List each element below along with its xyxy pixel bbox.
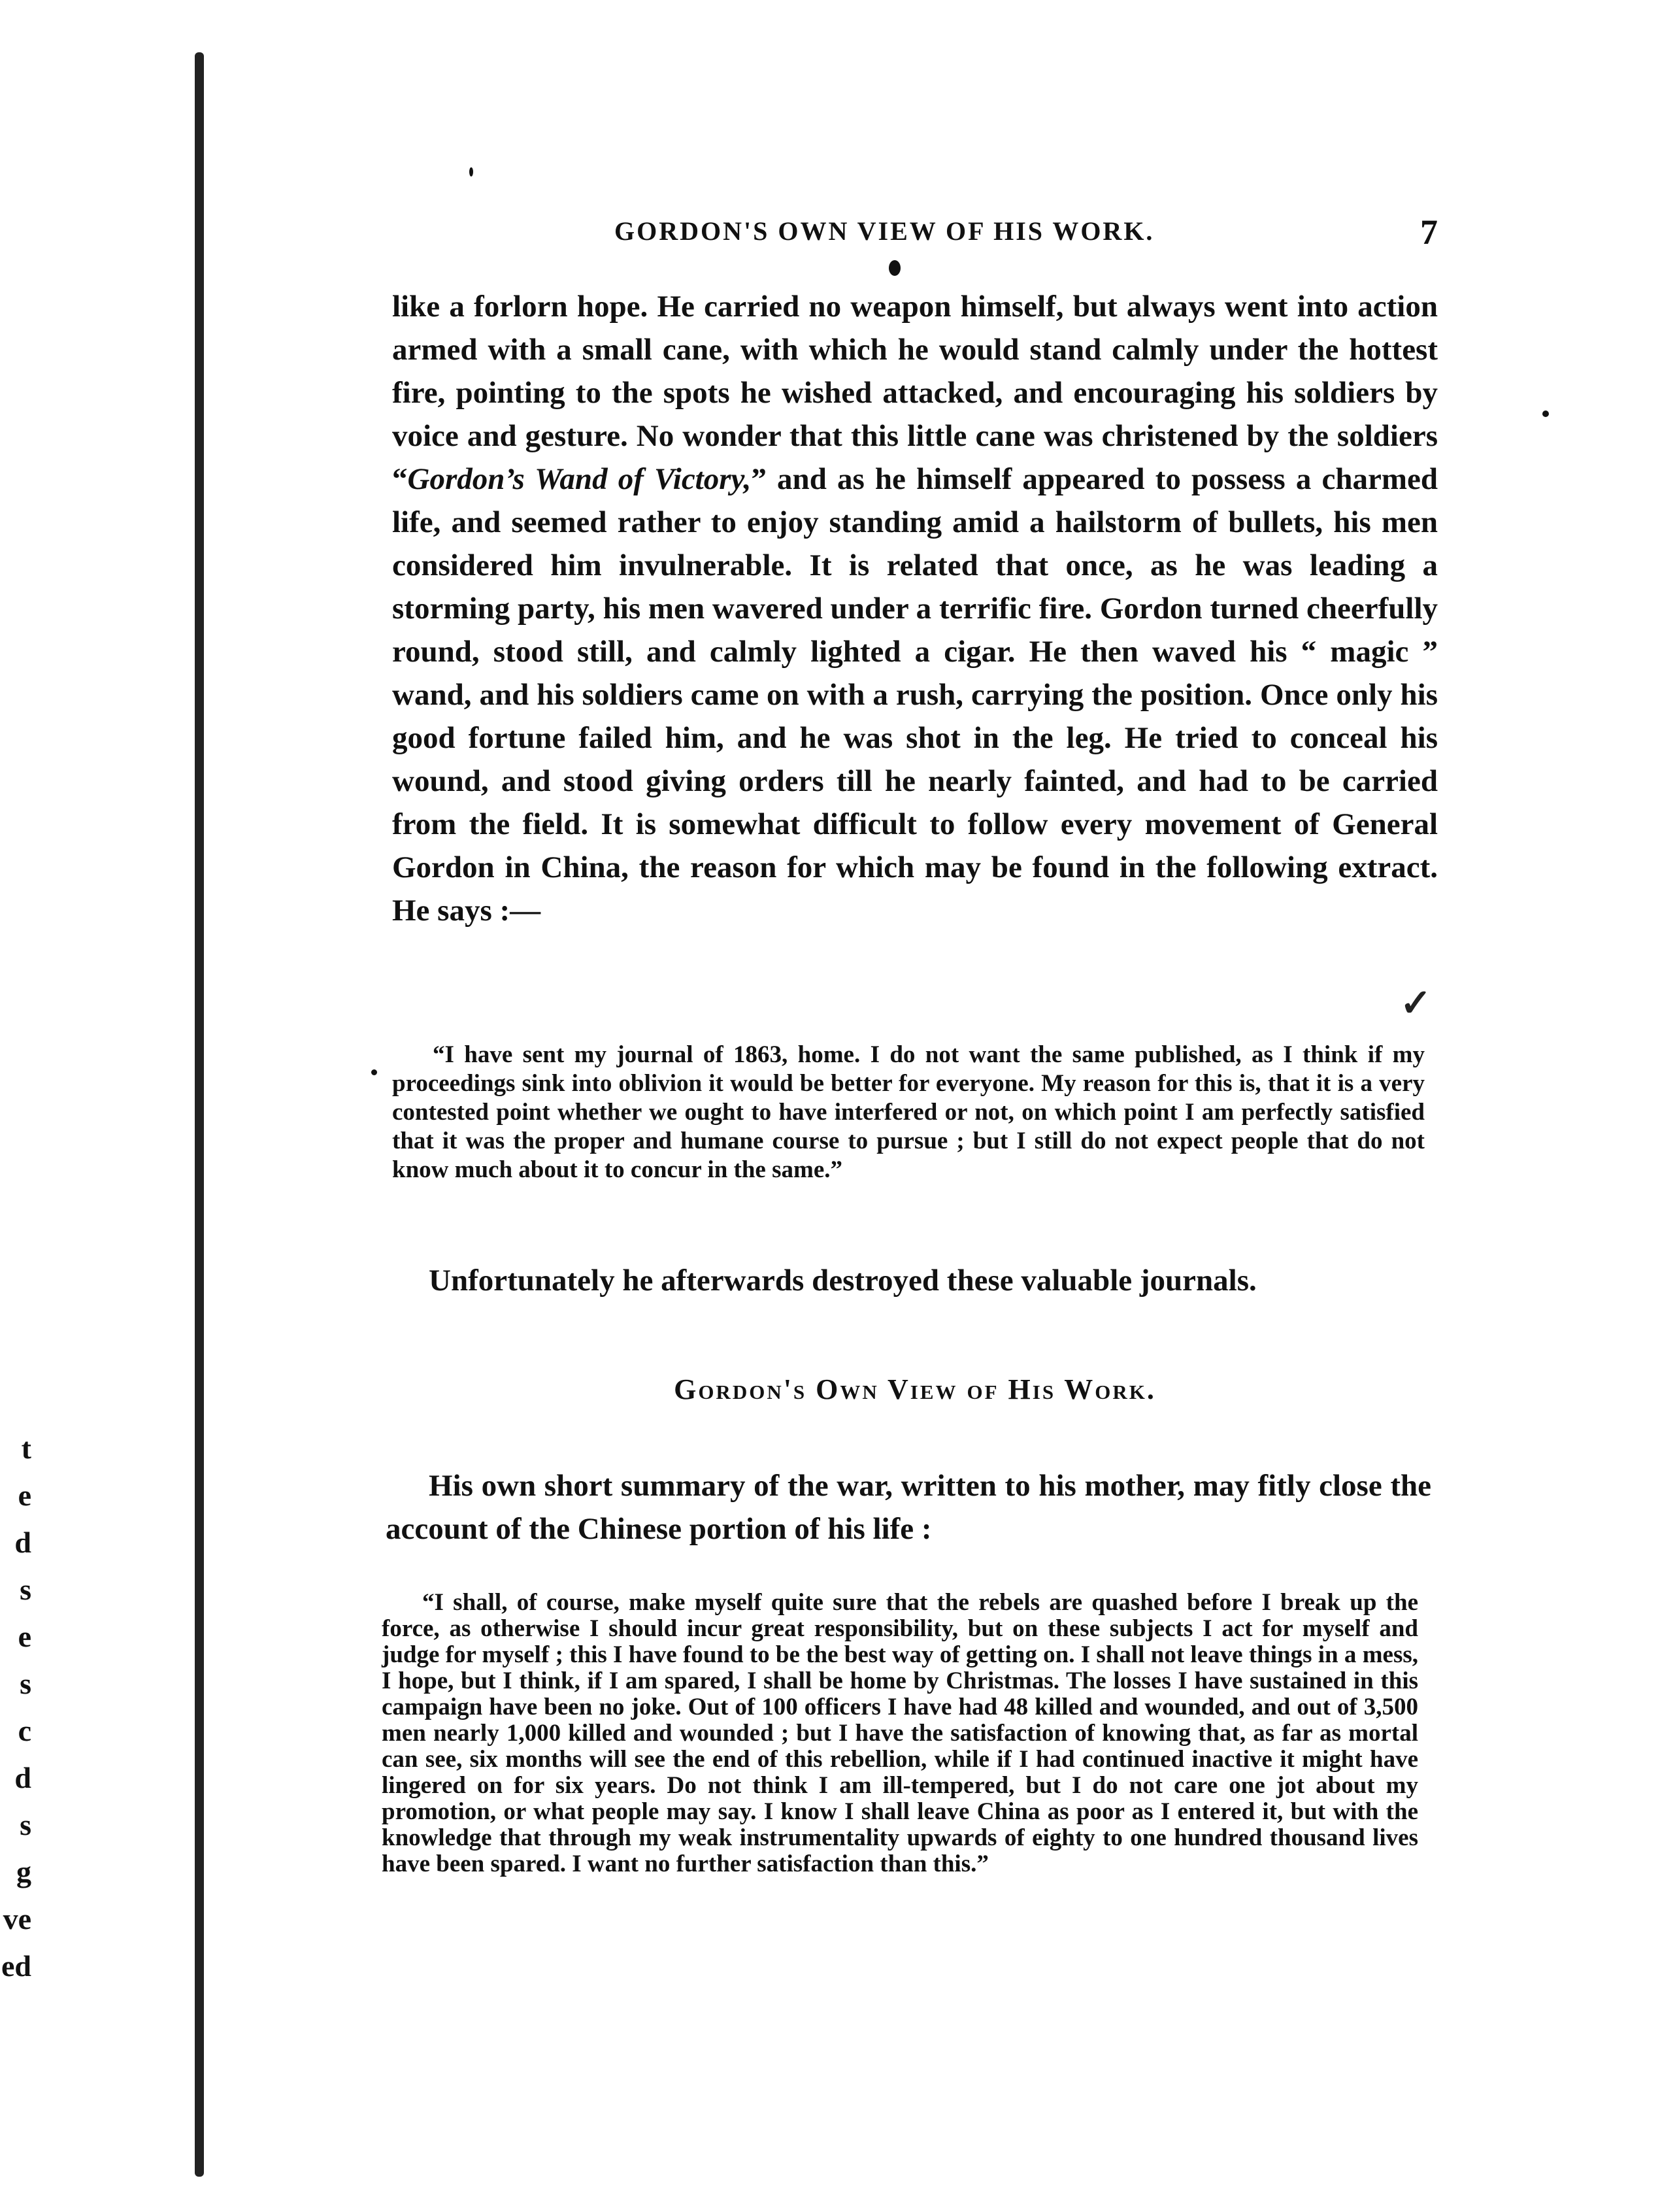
ink-speck xyxy=(1542,411,1549,417)
italic-phrase: Gordon’s Wand of Victory, xyxy=(407,462,752,496)
fragment-letter: s xyxy=(20,1667,31,1700)
fragment-letter: s xyxy=(20,1573,31,1606)
fragment-letter: s xyxy=(20,1808,31,1841)
body-paragraph: Unfortunately he afterwards destroyed these valuable journals. xyxy=(429,1264,1257,1298)
pencil-check-mark: ✓ xyxy=(1400,982,1432,1024)
facing-page-fragments xyxy=(0,1425,39,1990)
fragment-letter: d xyxy=(14,1761,31,1794)
body-paragraph xyxy=(392,285,1438,932)
letter-quote: “I shall, of course, make myself quite sure that the rebels are quashed before I break up the force, as otherwise I should incur great responsibility, but on these subjects I act for myself and judge for myself ; this I have found to be the best way of getting on. I shall not leave things in a mess, I hope, but I think, if I am spared, I shall be home by Christmas. The losses I have sustained in this campaign have been no joke. Out of 100 officers I have had 48 killed and wounded, and out of 3,500 men nearly 1,000 killed and wounded ; but I have the satisfaction of knowing that, as far as mortal can see, six months will see the end of this rebellion, while if I had continued inactive it might have lingered on for six years. Do not think I am ill-tempered, but I do not care one jot about my promotion, or what people may say. I know I shall leave China as poor as I entered it, but with the knowledge that through my weak instrumentality upwards of eighty to one hundred thousand lives have been spared. I want no further satisfaction than this.” xyxy=(382,1589,1418,1877)
journal-quote: “I have sent my journal of 1863, home. I do not want the same published, as I think if my proceedings sink into oblivion it would be better for everyone. My reason for this is, that it is a very contested point whether we ought to have interfered or not, on which point I am perfectly satisfied that it was the proper and humane course to pursue ; but I still do not expect people that do not know much about it to concur in the same.” xyxy=(392,1041,1425,1183)
body-text-run: like a forlorn hope. He carried no weapon himself, but always went into action armed with a small cane, with which he would stand calmly under the hottest fire, pointing to the spots he wished attacked, and encouraging his soldiers by voice and gesture. No wonder that this little cane was christened by the soldiers “ xyxy=(392,290,1438,496)
ink-speck xyxy=(371,1069,377,1075)
section-heading: Gordon's Own View of His Work. xyxy=(674,1373,1156,1405)
page-header xyxy=(392,212,1438,255)
fragment-letter: e xyxy=(18,1620,31,1653)
binding-gutter-line xyxy=(195,52,204,2177)
fragment-letter: t xyxy=(21,1432,31,1465)
fragment-letter: ve xyxy=(3,1902,31,1936)
ink-speck xyxy=(889,260,901,276)
section-intro: His own short summary of the war, written to his mother, may fitly close the account of the Chinese portion of his life : xyxy=(386,1469,1431,1546)
fragment-letter: d xyxy=(14,1526,31,1559)
fragment-letter: g xyxy=(16,1855,31,1888)
fragment-letter: ed xyxy=(1,1949,31,1983)
page-number: 7 xyxy=(1420,212,1438,252)
body-text-run: ” and as he himself appeared to possess a charmed life, and seemed rather to enjoy standing amid a hailstorm of bullets, his men considered him invulnerable. It is related that once, as he was leading a storming party, his men wavered under a terrific fire. Gordon turned cheerfully round, stood still, and calmly lighted a cigar. He then waved his “ magic ” wand, and his soldiers came on with a rush, carrying the position. Once only his good fortune failed him, and he was shot in the leg. He tried to conceal his wound, and stood giving orders till he nearly fainted, and had to be carried from the field. It is somewhat difficult to follow every movement of General Gordon in China, the reason for which may be found in the following extract. He says :— xyxy=(392,462,1438,928)
fragment-letter: c xyxy=(18,1714,31,1747)
ink-speck xyxy=(469,167,473,176)
running-head: GORDON'S OWN VIEW OF HIS WORK. xyxy=(614,216,1155,246)
fragment-letter: e xyxy=(18,1479,31,1512)
